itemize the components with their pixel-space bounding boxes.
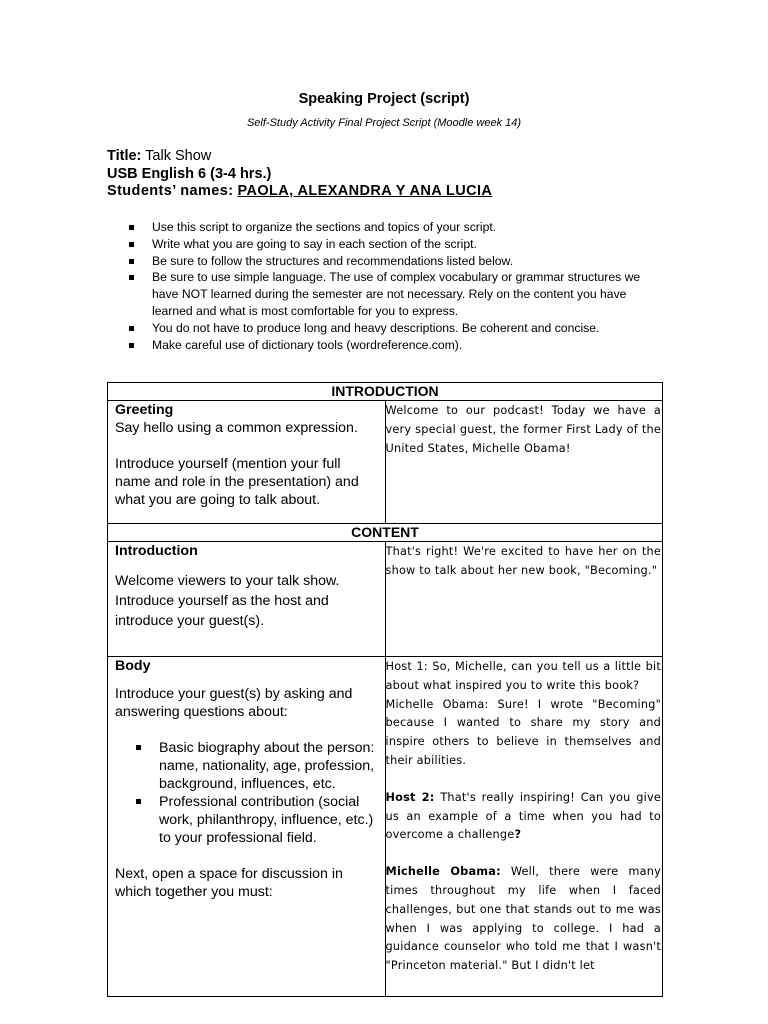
course-line: [107, 166, 492, 184]
michelle-answer-2: Well, there were many times throughout my life when I faced challenges, but one that stands out to me was when I was applying to college. I had a guidance counselor who told me that I wasn't "Princeton material." But I didn't let: [385, 865, 661, 973]
introduction-answer: That's right! We're excited to have her on the show to talk about her new book, "Becoming.": [385, 545, 661, 577]
introduction-heading: Introduction: [115, 543, 198, 559]
instructions-list: [124, 219, 664, 353]
body-answer-cell[interactable]: [385, 657, 663, 997]
introduction-line-1: Welcome viewers to your talk show. Introduce yourself as the host and introduce your guest(s).: [115, 573, 340, 629]
instruction-item: Use this script to organize the sections and topics of your script.: [124, 219, 664, 236]
host2-line: [386, 789, 662, 845]
greeting-instructions: [108, 401, 386, 524]
host2-text: That's really inspiring! Can you give us an example of a time when you had to overcome a challenge: [385, 790, 661, 842]
host1-text: So, Michelle, can you tell us a little bit about what inspired you to write this book?: [385, 660, 661, 692]
host1-line: [386, 658, 662, 696]
greeting-line-2: Introduce yourself (mention your full name and role in the presentation) and what you are going to talk about.: [115, 456, 359, 508]
title-label: Title:: [107, 148, 142, 164]
content-header-row: [108, 524, 663, 542]
instruction-item: Make careful use of dictionary tools (wordreference.com).: [124, 337, 664, 354]
script-table: [107, 382, 663, 997]
greeting-row: [108, 401, 663, 524]
greeting-answer: Welcome to our podcast! Today we have a very special guest, the former First Lady of the United States, Michelle Obama!: [385, 404, 661, 455]
page-title: Speaking Project (script): [298, 91, 470, 107]
host1-label: Host 1:: [385, 660, 428, 673]
body-bullet-list: [115, 739, 379, 847]
body-bullet-item: Professional contribution (social work, philanthropy, influence, etc.) to your professional field.: [159, 793, 379, 847]
introduction-header: INTRODUCTION: [108, 383, 663, 401]
students-line: [107, 183, 492, 201]
page-subtitle: Self-Study Activity Final Project Script (Moodle week 14): [246, 117, 522, 129]
body-heading: Body: [115, 658, 151, 674]
body-line-2: Next, open a space for discussion in which together you must:: [115, 866, 343, 900]
body-row: [108, 657, 663, 997]
introduction-instructions: [108, 542, 386, 657]
introduction-answer-cell[interactable]: [385, 542, 663, 657]
title-line: [107, 148, 492, 166]
title-value: Talk Show: [145, 148, 212, 164]
content-header: CONTENT: [108, 524, 663, 542]
host2-label: Host 2:: [385, 790, 435, 804]
michelle-answer-2-line: [386, 863, 662, 976]
instruction-item: Write what you are going to say in each section of the script.: [124, 236, 664, 253]
body-instructions: [108, 657, 386, 997]
michelle-label: Michelle Obama:: [385, 865, 501, 879]
greeting-heading: Greeting: [115, 402, 174, 418]
course-name: USB English 6 (3-4 hrs.): [107, 165, 272, 182]
instruction-item: Be sure to follow the structures and recommendations listed below.: [124, 253, 664, 270]
introduction-header-row: [108, 383, 663, 401]
students-names: PAOLA, ALEXANDRA Y ANA LUCIA: [237, 183, 493, 199]
introduction-row: [108, 542, 663, 657]
project-meta: [107, 148, 492, 201]
michelle-answer-1: Michelle Obama: Sure! I wrote "Becoming" because I wanted to share my story and inspire others to believe in themselves and their abilities.: [385, 697, 661, 767]
greeting-line-1: Say hello using a common expression.: [115, 420, 358, 436]
students-label: Students’ names:: [107, 183, 234, 199]
greeting-answer-cell[interactable]: [385, 401, 663, 524]
instruction-item: Be sure to use simple language. The use of complex vocabulary or grammar structures we have NOT learned during the semester are not necessary. Rely on the content you have learned and what is most comfortable for you to express.: [124, 269, 664, 319]
body-line-1: Introduce your guest(s) by asking and answering questions about:: [115, 686, 353, 720]
instruction-item: You do not have to produce long and heavy descriptions. Be coherent and concise.: [124, 320, 664, 337]
host2-mark: ?: [514, 828, 522, 842]
body-bullet-item: Basic biography about the person: name, nationality, age, profession, background, influences, etc.: [159, 739, 379, 793]
